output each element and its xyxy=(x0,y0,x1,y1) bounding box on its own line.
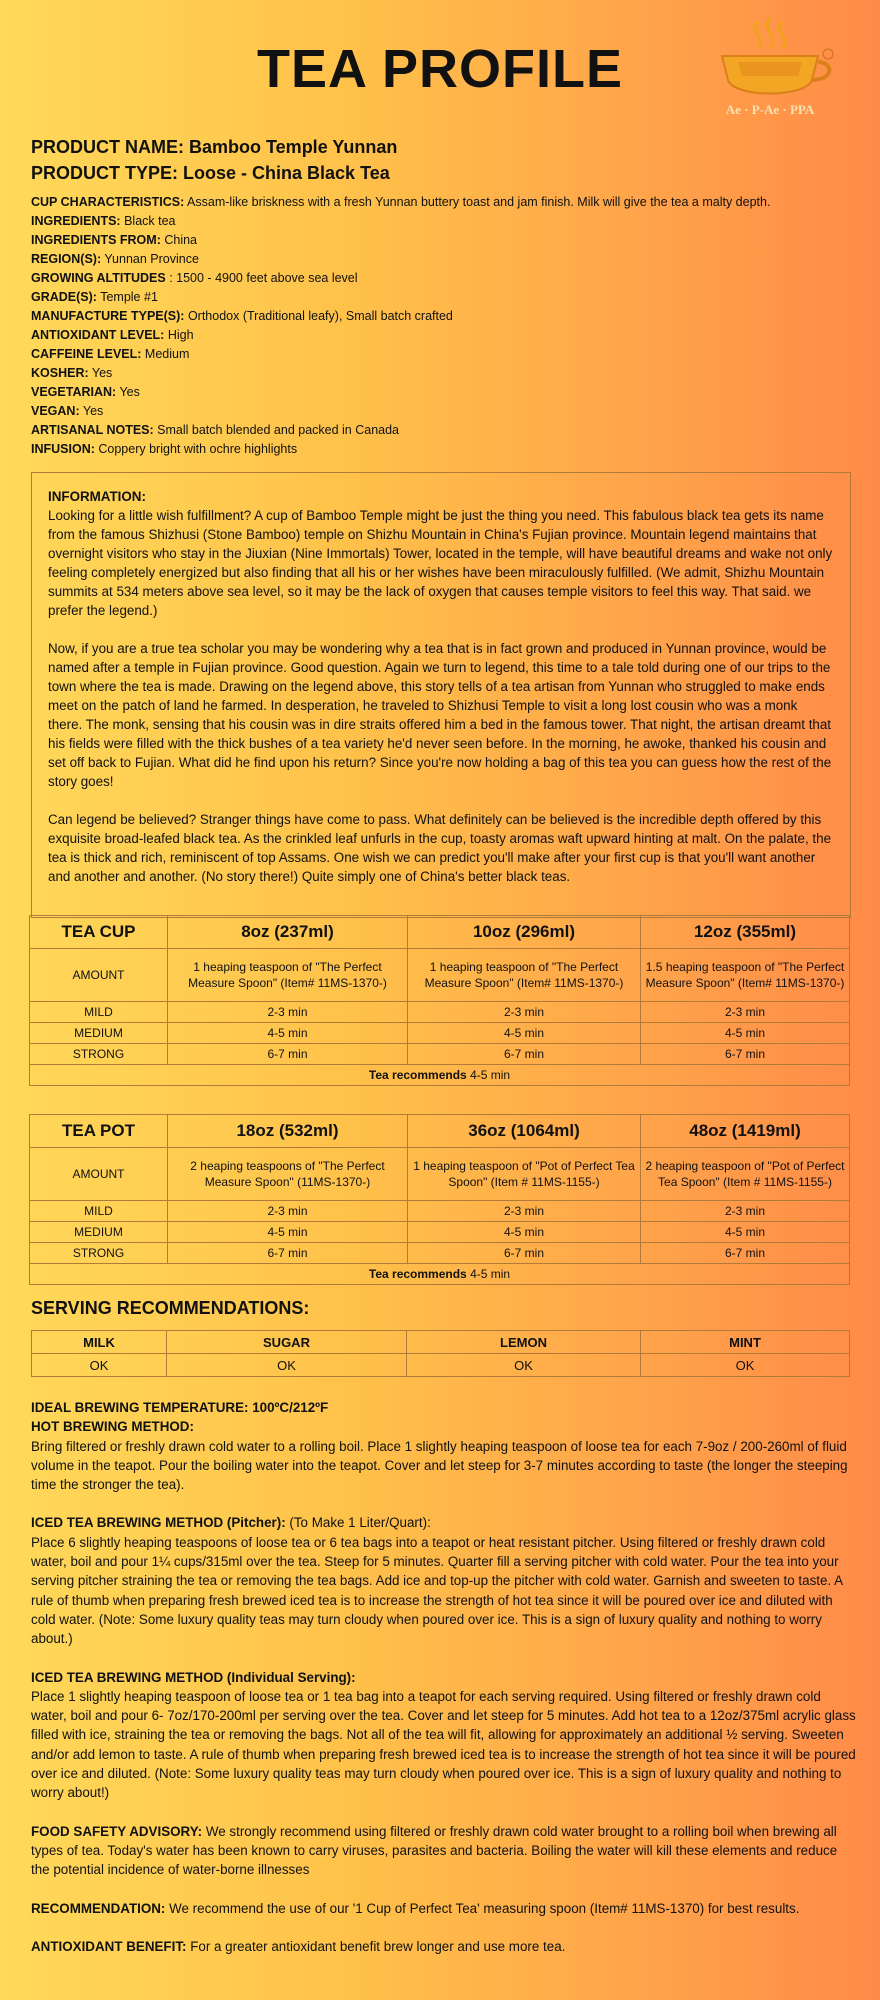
recommendation-label: Tea recommends xyxy=(368,1267,467,1281)
attribute-label: INGREDIENTS FROM: xyxy=(31,233,161,247)
table-cell: 4-5 min xyxy=(168,1222,408,1243)
table-cell: 1 heaping teaspoon of "Pot of Perfect Tea Spoon" (Item # 11MS-1155-) xyxy=(408,1148,641,1201)
table-row xyxy=(30,1201,850,1222)
table-header-cell: TEA POT xyxy=(30,1115,168,1148)
attribute-label: KOSHER: xyxy=(31,366,89,380)
table-cell: 1 heaping teaspoon of "The Perfect Measure Spoon" (Item# 11MS-1370-) xyxy=(408,949,641,1002)
table-cell: 6-7 min xyxy=(641,1044,850,1065)
attribute-line xyxy=(31,250,851,269)
product-name-label: PRODUCT NAME: xyxy=(31,137,184,157)
tea-pot-table xyxy=(29,1114,850,1285)
recommendation-cell xyxy=(30,1264,850,1285)
table-row xyxy=(30,1222,850,1243)
iced-pitcher-heading: ICED TEA BREWING METHOD (Pitcher): xyxy=(31,1515,286,1531)
attribute-line xyxy=(31,364,851,383)
attribute-label: MANUFACTURE TYPE(S): xyxy=(31,309,185,323)
attribute-line xyxy=(31,212,851,231)
attribute-label: GRADE(S): xyxy=(31,290,97,304)
table-cell: 6-7 min xyxy=(408,1243,641,1264)
recommendation-text: We recommend the use of our '1 Cup of Perfect Tea' measuring spoon (Item# 11MS-1370) for best results. xyxy=(165,1900,800,1916)
hot-brewing-text: Bring filtered or freshly drawn cold water to a rolling boil. Place 1 slightly heaping teaspoon of loose tea for each 7-9oz / 200-260ml of fluid volume in the teapot. Pour the boiling water into the teapot. Cover and let steep for 3-7 minutes according to taste (the longer the steeping time the stronger the tea). xyxy=(31,1438,848,1493)
table-header-row xyxy=(30,1115,850,1148)
attribute-line xyxy=(31,231,851,250)
attribute-value: Black tea xyxy=(124,214,176,228)
table-cell: MILD xyxy=(30,1201,168,1222)
table-header-cell: 8oz (237ml) xyxy=(168,916,408,949)
table-header-cell: 10oz (296ml) xyxy=(408,916,641,949)
product-block xyxy=(31,134,397,186)
recommendation-row xyxy=(30,1264,850,1285)
recommendation-value: 4-5 min xyxy=(466,1068,511,1082)
serving-header-cell: MILK xyxy=(32,1331,167,1354)
food-safety-text: We strongly recommend using filtered or freshly drawn cold water brought to a rolling boil when brewing all types of tea. Today's water has been known to carry viruses, parasites and bacteria. Boiling the water will kill these elements and reduce the potential incidence of water-borne illnesses xyxy=(31,1823,838,1878)
iced-pitcher-subheading: (To Make 1 Liter/Quart): xyxy=(285,1515,431,1531)
table-cell: 2-3 min xyxy=(168,1201,408,1222)
serving-value-cell: OK xyxy=(32,1354,167,1377)
attribute-value: Yunnan Province xyxy=(104,252,199,266)
attribute-value: Coppery bright with ochre highlights xyxy=(98,442,298,456)
attribute-value: Yes xyxy=(82,404,104,418)
attribute-label: CAFFEINE LEVEL: xyxy=(31,347,142,361)
serving-value-cell: OK xyxy=(167,1354,407,1377)
table-cell: AMOUNT xyxy=(30,949,168,1002)
attribute-value: High xyxy=(167,328,194,342)
attribute-label: REGION(S): xyxy=(31,252,102,266)
attribute-value: Small batch blended and packed in Canada xyxy=(157,423,400,437)
attribute-line xyxy=(31,307,851,326)
table-cell: MEDIUM xyxy=(30,1222,168,1243)
table-cell: 4-5 min xyxy=(641,1023,850,1044)
recommendation-label: Tea recommends xyxy=(368,1068,467,1082)
table-cell: 2-3 min xyxy=(408,1201,641,1222)
iced-single-heading: ICED TEA BREWING METHOD (Individual Serving): xyxy=(31,1669,356,1685)
table-header-cell: 18oz (532ml) xyxy=(168,1115,408,1148)
table-cell: 6-7 min xyxy=(408,1044,641,1065)
antioxidant-label: ANTIOXIDANT BENEFIT: xyxy=(31,1938,187,1954)
table-cell: 4-5 min xyxy=(408,1023,641,1044)
amount-row xyxy=(30,1148,850,1201)
attribute-label: INFUSION: xyxy=(31,442,95,456)
table-cell: 4-5 min xyxy=(408,1222,641,1243)
serving-value-cell: OK xyxy=(641,1354,850,1377)
table-cell: 6-7 min xyxy=(641,1243,850,1264)
information-box xyxy=(31,472,851,918)
attribute-line xyxy=(31,288,851,307)
table-cell: 2 heaping teaspoons of "The Perfect Measure Spoon" (11MS-1370-) xyxy=(168,1148,408,1201)
attribute-value: Assam-like briskness with a fresh Yunnan buttery toast and jam finish. Milk will give the tea a malty depth. xyxy=(187,195,771,209)
table-row xyxy=(30,1044,850,1065)
table-cell: 1.5 heaping teaspoon of "The Perfect Measure Spoon" (Item# 11MS-1370-) xyxy=(641,949,850,1002)
serving-header-row xyxy=(32,1331,850,1354)
attribute-label: INGREDIENTS: xyxy=(31,214,121,228)
attribute-label: ARTISANAL NOTES: xyxy=(31,423,154,437)
attribute-value: : 1500 - 4900 feet above sea level xyxy=(169,271,358,285)
information-paragraph: Can legend be believed? Stranger things have come to pass. What definitely can be believed is the incredible depth offered by this exquisite broad-leafed black tea. As the crinkled leaf unfurls in the cup, toasty aromas waft upward hinting at malt. On the palate, the tea is thick and rich, reminiscent of top Assams. One wish we can predict you'll make after your first cup is that you'll want another and another and another. (No story there!) Quite simply one of China's better black teas. xyxy=(48,812,832,884)
iced-pitcher-text: Place 6 slightly heaping teaspoons of loose tea or 6 tea bags into a teapot or heat resistant pitcher. Using filtered or freshly drawn cold water, boil and pour 1¼ cups/315ml over the tea. Steep for 5 minutes. Quarter fill a serving pitcher with cold water. Pour the tea into your serving pitcher straining the tea or removing the tea bags. Add ice and top-up the pitcher with cold water. Garnish and sweeten to taste. A rule of thumb when preparing fresh brewed iced tea is to increase the strength of hot tea since it will be poured over ice and diluted with cold water. (Note: Some luxury quality teas may turn cloudy when poured over ice. This is a sign of luxury quality and nothing to worry about.) xyxy=(31,1534,843,1647)
table-cell: 2-3 min xyxy=(408,1002,641,1023)
product-type-line xyxy=(31,160,397,186)
attribute-label: CUP CHARACTERISTICS: xyxy=(31,195,185,209)
attribute-value: Temple #1 xyxy=(100,290,158,304)
antioxidant-text: For a greater antioxidant benefit brew longer and use more tea. xyxy=(186,1938,566,1954)
product-name-value: Bamboo Temple Yunnan xyxy=(189,137,398,157)
table-cell: STRONG xyxy=(30,1243,168,1264)
attribute-label: VEGAN: xyxy=(31,404,80,418)
table-cell: STRONG xyxy=(30,1044,168,1065)
information-paragraph: Now, if you are a true tea scholar you may be wondering why a tea that is in fact grown and produced in Yunnan province, would be named after a temple in Fujian province. Good question. Again we turn to legend, this time to a tale told during one of our trips to the town where the tea is made. Drawing on the legend above, this story tells of a tea artisan from Yunnan who struggled to make ends meet on the patch of land he farmed. In desperation, he traveled to Shizhusi Temple to visit a long lost cousin who was a monk there. The monk, sensing that his cousin was in dire straits offered him a bed in the famous tower. That night, the artisan dreamt that his fields were filled with the thick bushes of a tea variety he'd never seen before. In the morning, he awoke, thanked his cousin and set off back to Fujian. What did he find upon his return? Since you're now holding a bag of this tea you can guess how the rest of the story goes! xyxy=(48,641,832,789)
product-type-value: Loose - China Black Tea xyxy=(183,163,390,183)
attribute-line xyxy=(31,402,851,421)
table-cell: 6-7 min xyxy=(168,1044,408,1065)
attribute-line xyxy=(31,345,851,364)
table-header-cell: TEA CUP xyxy=(30,916,168,949)
tea-cup-table xyxy=(29,915,850,1086)
table-cell: 2-3 min xyxy=(641,1201,850,1222)
table-header-cell: 36oz (1064ml) xyxy=(408,1115,641,1148)
information-heading: INFORMATION: xyxy=(48,489,146,504)
attribute-value: China xyxy=(164,233,198,247)
recommendation-value: 4-5 min xyxy=(466,1267,511,1281)
table-header-cell: 12oz (355ml) xyxy=(641,916,850,949)
table-cell: 2 heaping teaspoon of "Pot of Perfect Tea Spoon" (Item # 11MS-1155-) xyxy=(641,1148,850,1201)
table-cell: 6-7 min xyxy=(168,1243,408,1264)
serving-header-cell: SUGAR xyxy=(167,1331,407,1354)
attribute-value: Yes xyxy=(119,385,140,399)
attribute-line xyxy=(31,269,851,288)
attribute-line xyxy=(31,193,851,212)
information-paragraph: Looking for a little wish fulfillment? A cup of Bamboo Temple might be just the thing you need. This fabulous black tea gets its name from the famous Shizhusi (Stone Bamboo) temple on Shizhu Mountain in China's Fujian province. Mountain legend maintains that overnight visitors who stay in the Jiuxian (Nine Immortals) Tower, located in the temple, will have beautiful dreams and wake not only feeling completely energized but also finding that all his or her wishes have been miraculously fulfilled. (We admit, Shizhu Mountain summits at 534 meters above sea level, so it may be the lack of oxygen that causes temple visitors to feel this way. That said. we prefer the legend.) xyxy=(48,508,833,618)
iced-single-text: Place 1 slightly heaping teaspoon of loose tea or 1 tea bag into a teapot for each serving required. Using filtered or freshly drawn cold water, boil and pour 6- 7oz/170-200ml per serving over the tea. Cover and let steep for 5 minutes. Add hot tea to a 12oz/375ml acrylic glass filled with ice, straining the tea or removing the bags. Not all of the tea will fit, allowing for approximately an additional ½ serving. Sweeten and/or add lemon to taste. A rule of thumb when preparing fresh brewed iced tea is to increase the strength of hot tea since it will be poured over ice and diluted. (Note: Some luxury quality teas may turn cloudy when poured over ice. This is a sign of luxury quality and nothing to worry about!) xyxy=(31,1688,856,1801)
table-row xyxy=(30,1023,850,1044)
recommendation-label: RECOMMENDATION: xyxy=(31,1900,166,1916)
attribute-line xyxy=(31,421,851,440)
table-row xyxy=(30,1002,850,1023)
table-cell: 4-5 min xyxy=(168,1023,408,1044)
product-name-line xyxy=(31,134,397,160)
serving-table xyxy=(31,1330,850,1377)
attribute-value: Yes xyxy=(91,366,113,380)
logo-text: Ae · P-Ae · PPA xyxy=(725,102,815,117)
table-cell: MILD xyxy=(30,1002,168,1023)
serving-value-cell: OK xyxy=(407,1354,641,1377)
serving-value-row xyxy=(32,1354,850,1377)
product-type-label: PRODUCT TYPE: xyxy=(31,163,179,183)
recommendation-cell xyxy=(30,1065,850,1086)
table-row xyxy=(30,1243,850,1264)
amount-row xyxy=(30,949,850,1002)
attribute-value: Medium xyxy=(144,347,190,361)
attribute-label: ANTIOXIDANT LEVEL: xyxy=(31,328,165,342)
table-header-row xyxy=(30,916,850,949)
table-cell: 4-5 min xyxy=(641,1222,850,1243)
hot-brewing-heading: HOT BREWING METHOD: xyxy=(31,1419,194,1435)
attribute-line xyxy=(31,383,851,402)
serving-header-cell: LEMON xyxy=(407,1331,641,1354)
food-safety-label: FOOD SAFETY ADVISORY: xyxy=(31,1823,203,1839)
table-cell: 2-3 min xyxy=(168,1002,408,1023)
attribute-label: VEGETARIAN: xyxy=(31,385,117,399)
attribute-line xyxy=(31,326,851,345)
brewing-section xyxy=(31,1398,857,1975)
recommendation-row xyxy=(30,1065,850,1086)
page-title: TEA PROFILE xyxy=(256,39,623,99)
table-cell: 2-3 min xyxy=(641,1002,850,1023)
attributes-list xyxy=(31,193,851,459)
serving-header-cell: MINT xyxy=(641,1331,850,1354)
teacup-steam-icon xyxy=(700,14,840,124)
attribute-line xyxy=(31,440,851,459)
table-cell: MEDIUM xyxy=(30,1023,168,1044)
table-cell: 1 heaping teaspoon of "The Perfect Measure Spoon" (Item# 11MS-1370-) xyxy=(168,949,408,1002)
brewing-temperature: IDEAL BREWING TEMPERATURE: 100ºC/212ºF xyxy=(31,1400,329,1415)
serving-heading: SERVING RECOMMENDATIONS: xyxy=(31,1298,310,1318)
attribute-label: GROWING ALTITUDES xyxy=(31,271,166,285)
table-header-cell: 48oz (1419ml) xyxy=(641,1115,850,1148)
attribute-value: Orthodox (Traditional leafy), Small batch crafted xyxy=(187,309,453,323)
table-cell: AMOUNT xyxy=(30,1148,168,1201)
